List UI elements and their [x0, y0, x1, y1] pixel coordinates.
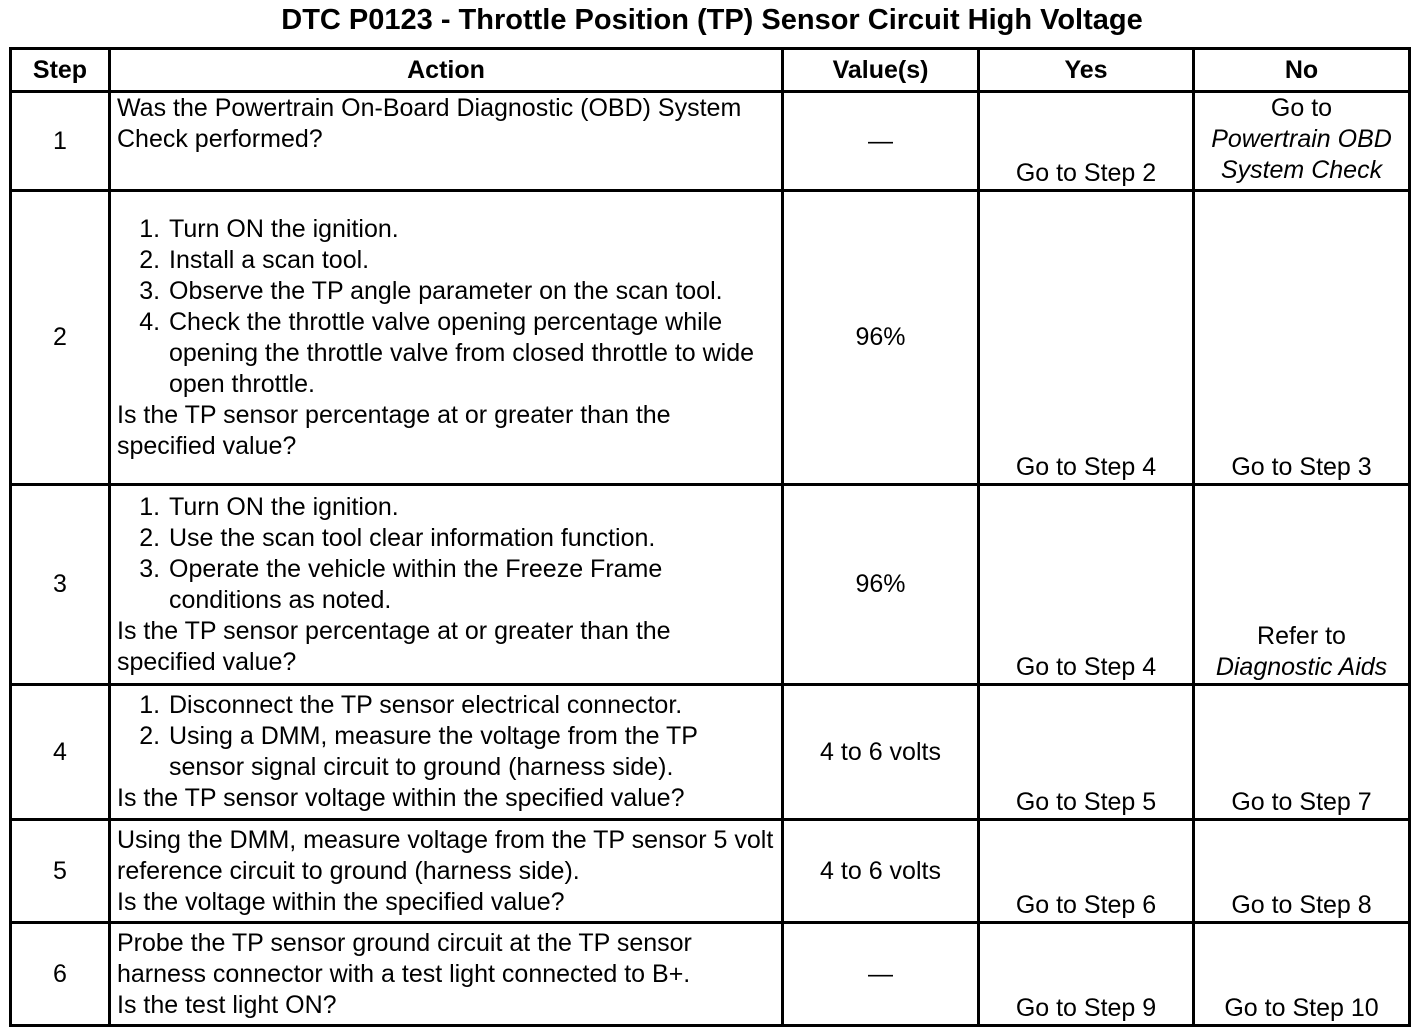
value-cell: 4 to 6 volts [783, 685, 979, 820]
yes-cell: Go to Step 2 [979, 92, 1194, 191]
substep: 1. Disconnect the TP sensor electrical connector. [167, 690, 775, 721]
header-values: Value(s) [783, 49, 979, 92]
no-cell: Go to Step 8 [1194, 820, 1410, 923]
no-cell: Go to Step 3 [1194, 191, 1410, 485]
header-yes: Yes [979, 49, 1194, 92]
no-prefix: Go to [1270, 94, 1333, 122]
substep: 3. Operate the vehicle within the Freeze Frame conditions as noted. [167, 554, 775, 616]
yes-cell: Go to Step 6 [979, 820, 1194, 923]
action-cell [110, 92, 783, 191]
action-cell [110, 485, 783, 685]
table-row [11, 92, 1410, 191]
question-text: Is the test light ON? [117, 990, 337, 1019]
table-row [11, 191, 1410, 485]
no-reference: Powertrain OBD System Check [1211, 125, 1392, 184]
value-cell: 96% [783, 485, 979, 685]
value-cell: — [783, 923, 979, 1026]
substep: 2. Using a DMM, measure the voltage from the TP sensor signal circuit to ground (harness side). [167, 721, 775, 783]
yes-cell: Go to Step 5 [979, 685, 1194, 820]
question-text: Is the TP sensor voltage within the specified value? [117, 784, 685, 812]
question-text: Is the voltage within the specified value? [117, 887, 565, 916]
action-text: Using the DMM, measure voltage from the TP sensor 5 volt reference circuit to ground (harness side). [117, 825, 774, 885]
table-row [11, 485, 1410, 685]
page-title: DTC P0123 - Throttle Position (TP) Sensor Circuit High Voltage [281, 4, 1143, 36]
yes-cell: Go to Step 4 [979, 191, 1194, 485]
action-cell [110, 820, 783, 923]
substep: 1. Turn ON the ignition. [167, 214, 775, 245]
header-row [11, 49, 1410, 92]
step-number: 2 [11, 191, 110, 485]
substep-list [117, 214, 775, 400]
table-row [11, 923, 1410, 1026]
substep: 4. Check the throttle valve opening percentage while opening the throttle valve from closed throttle to wide open throttle. [167, 307, 775, 400]
yes-cell: Go to Step 9 [979, 923, 1194, 1026]
no-cell [1194, 485, 1410, 685]
question-text: Is the TP sensor percentage at or greater than the specified value? [117, 400, 671, 460]
action-text: Probe the TP sensor ground circuit at the TP sensor harness connector with a test light connected to B+. [117, 928, 692, 988]
substep: 2. Use the scan tool clear information function. [167, 523, 775, 554]
step-number: 6 [11, 923, 110, 1026]
header-no: No [1194, 49, 1410, 92]
diagnostic-table [9, 47, 1411, 1027]
step-number: 3 [11, 485, 110, 685]
no-cell [1194, 92, 1410, 191]
substep-list [117, 690, 775, 783]
step-number: 4 [11, 685, 110, 820]
header-action: Action [110, 49, 783, 92]
substep: 1. Turn ON the ignition. [167, 492, 775, 523]
no-cell: Go to Step 7 [1194, 685, 1410, 820]
no-cell: Go to Step 10 [1194, 923, 1410, 1026]
substep: 2. Install a scan tool. [167, 245, 775, 276]
substep-list [117, 492, 775, 616]
action-cell [110, 923, 783, 1026]
action-cell [110, 191, 783, 485]
question-text: Is the TP sensor percentage at or greater than the specified value? [117, 616, 671, 676]
header-step: Step [11, 49, 110, 92]
substep: 3. Observe the TP angle parameter on the scan tool. [167, 276, 775, 307]
value-cell: 4 to 6 volts [783, 820, 979, 923]
step-number: 5 [11, 820, 110, 923]
value-cell: — [783, 92, 979, 191]
action-cell [110, 685, 783, 820]
step-number: 1 [11, 92, 110, 191]
yes-cell: Go to Step 4 [979, 485, 1194, 685]
value-cell: 96% [783, 191, 979, 485]
table-row [11, 820, 1410, 923]
no-reference: Diagnostic Aids [1215, 653, 1388, 681]
table-row [11, 685, 1410, 820]
no-prefix: Refer to [1257, 622, 1346, 650]
action-text: Was the Powertrain On-Board Diagnostic (OBD) System Check performed? [117, 94, 742, 153]
